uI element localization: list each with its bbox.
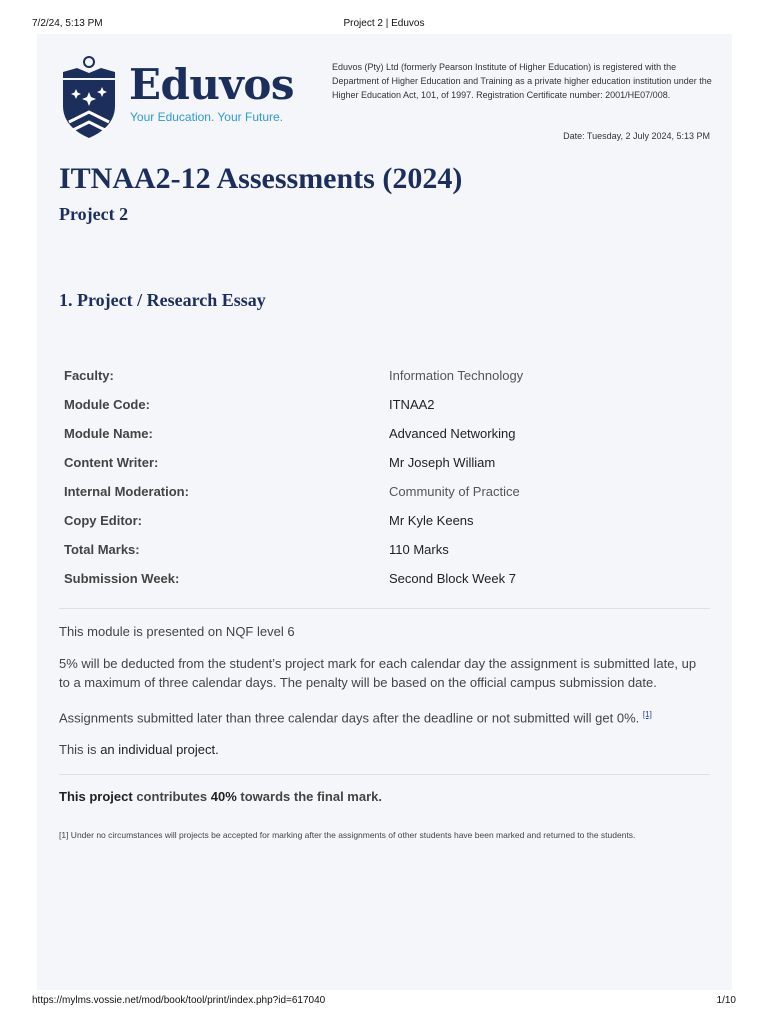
eduvos-logo [59,56,299,140]
row-value: Mr Joseph William [389,455,496,470]
table-row [59,361,710,390]
row-value: Second Block Week 7 [389,571,516,586]
row-label: Module Code: [64,397,150,412]
table-row [59,419,710,448]
row-value: Information Technology [389,368,524,383]
individual-phrase: an individual project. [100,742,219,757]
contribution-word: project [89,789,133,804]
page-title: ITNAA2-12 Assessments (2024) [59,162,463,195]
individual-project-text [59,740,710,759]
footnote-link[interactable]: [1] [642,710,652,719]
table-row [59,535,710,564]
print-date: Date: Tuesday, 2 July 2024, 5:13 PM [563,131,710,141]
contribution-word: towards the final mark. [240,789,382,804]
row-label: Faculty: [64,368,114,383]
registration-note: Eduvos (Pty) Ltd (formerly Pearson Institute of Higher Education) is registered with the Department of Higher Education and Training as a private higher education institution under the Higher Education Act, 101, of 1997. Registration Certificate number: 2001/HE07/008. [332,62,712,100]
row-value: 110 Marks [389,542,449,557]
logo-wordmark: Eduvos [129,60,294,109]
footnote-text: [1] Under no circumstances will projects be accepted for marking after the assignments of other students have been marked and returned to the students. [59,830,636,840]
table-row [59,448,710,477]
print-page-number: 1/10 [716,995,736,1006]
row-value: ITNAA2 [389,397,435,412]
late-zero-text [59,705,710,727]
page-subtitle: Project 2 [59,204,129,224]
nqf-level-text: This module is presented on NQF level 6 [59,624,295,639]
row-label: Module Name: [64,426,153,441]
table-row [59,506,710,535]
divider [59,608,710,609]
contribution-word: This [59,789,86,804]
document-page [37,34,732,990]
late-penalty-text: 5% will be deducted from the student’s project mark for each calendar day the assignment is submitted late, up to a maximum of three calendar days. The penalty will be based on the official campus submission date. [59,656,697,690]
table-row [59,477,710,506]
row-label: Internal Moderation: [64,484,189,499]
module-info-table [59,361,710,593]
row-value: Community of Practice [389,484,520,499]
contribution-percent: 40% [210,789,237,804]
print-page-title: Project 2 | Eduvos [343,18,425,29]
row-value: Advanced Networking [389,426,516,441]
row-label: Copy Editor: [64,513,142,528]
row-label: Total Marks: [64,542,140,557]
row-label: Submission Week: [64,571,180,586]
print-datetime: 7/2/24, 5:13 PM [32,18,103,29]
eduvos-shield-icon [59,56,119,140]
table-row [59,390,710,419]
contribution-statement [59,789,382,804]
print-url: https://mylms.vossie.net/mod/book/tool/print/index.php?id=617040 [32,995,326,1006]
individual-prefix: This is [59,742,97,757]
contribution-word: contributes [136,789,208,804]
section-heading: 1. Project / Research Essay [59,290,266,310]
divider [59,774,710,775]
late-zero-sentence: Assignments submitted later than three calendar days after the deadline or not submitted will get 0%. [59,710,640,726]
logo-tagline: Your Education. Your Future. [130,110,283,124]
row-label: Content Writer: [64,455,159,470]
row-value: Mr Kyle Keens [389,513,474,528]
table-row [59,564,710,593]
